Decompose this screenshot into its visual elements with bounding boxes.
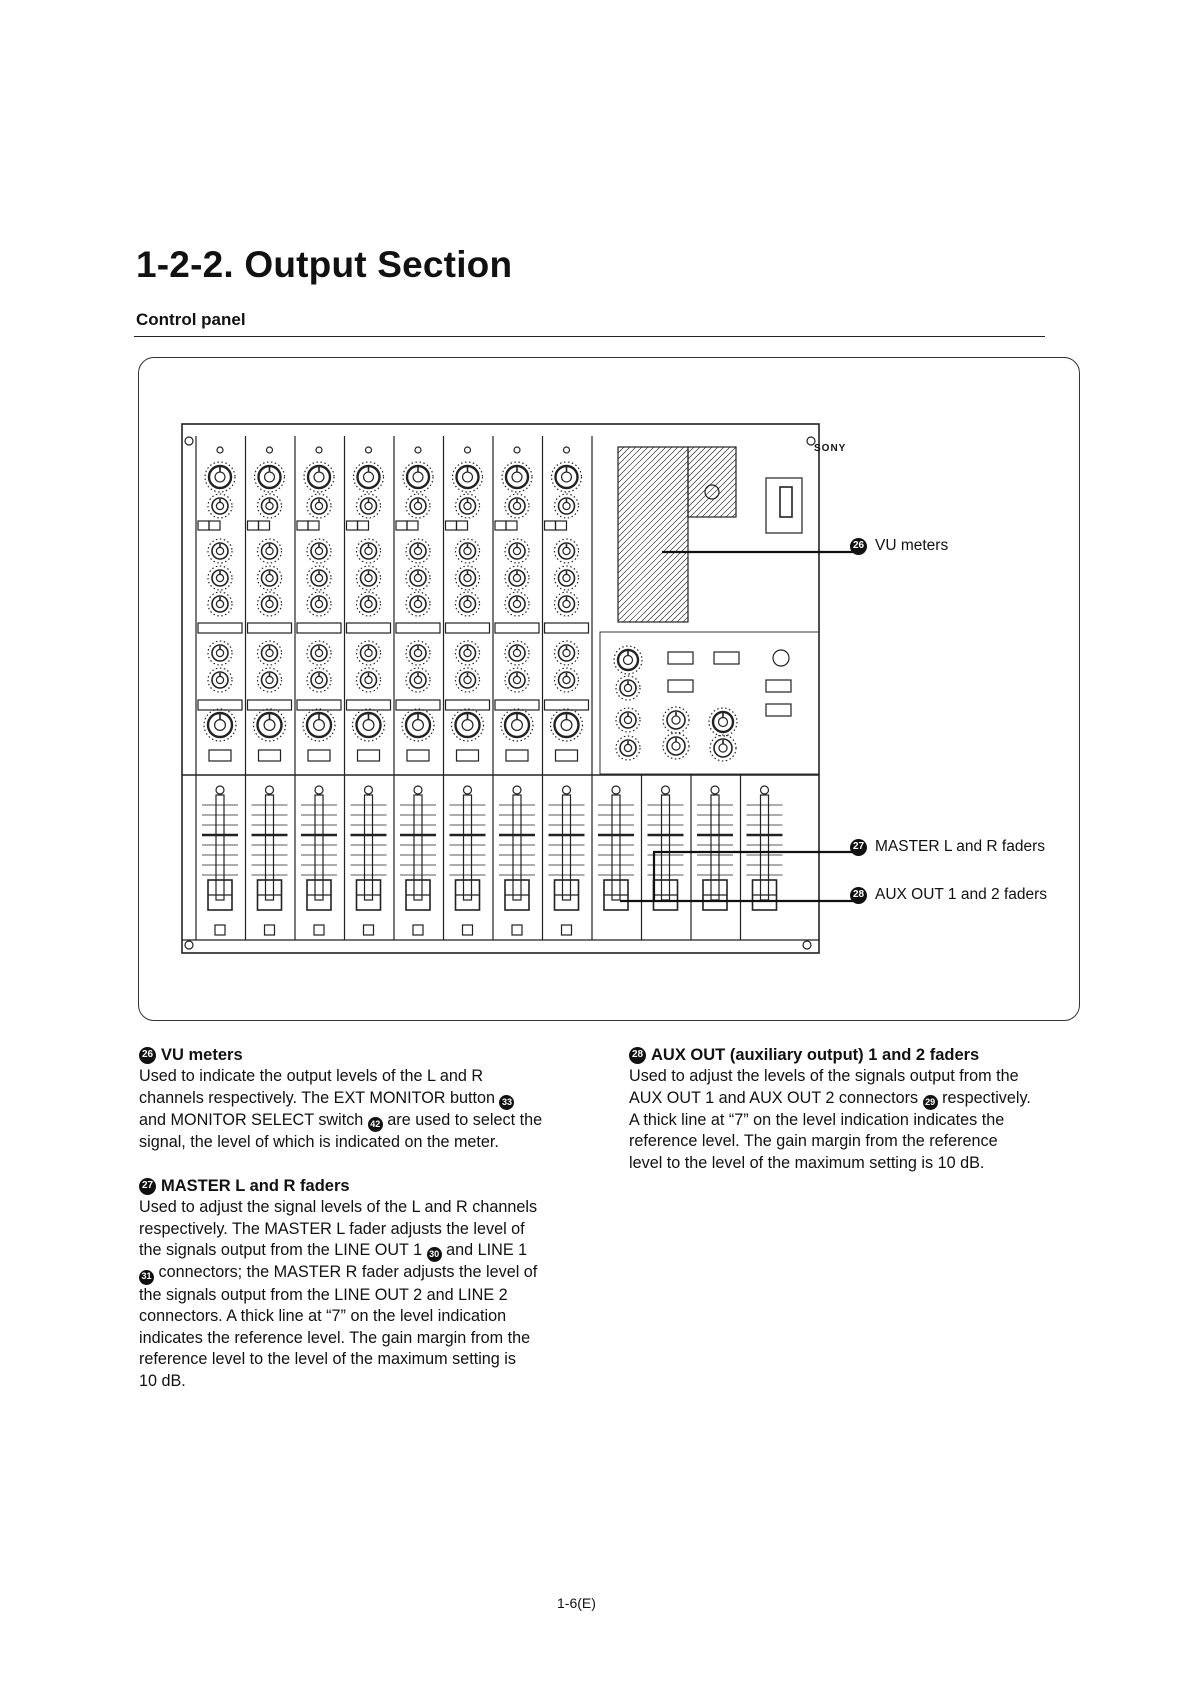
knob-cap [672, 742, 680, 750]
channel-button [407, 750, 429, 761]
hatch-line [618, 485, 688, 555]
knob-cap [266, 600, 273, 607]
hatch-line [726, 507, 736, 517]
knob-cap [414, 600, 421, 607]
knob-cap [216, 676, 223, 683]
ref-number: 29 [923, 1095, 938, 1110]
body-line: respectively. The MASTER L fader adjusts the level of [139, 1219, 525, 1238]
screw [803, 941, 811, 949]
knob-cap [624, 684, 631, 691]
knob-cap [513, 676, 520, 683]
ext-monitor-button [668, 652, 693, 664]
knob-cap [563, 649, 570, 656]
headphone-jack [773, 650, 789, 666]
knob-cap [216, 502, 223, 509]
hatch-line [688, 447, 730, 489]
switch-row [545, 623, 589, 633]
knob-cap [315, 600, 322, 607]
hatch-line [618, 479, 688, 549]
hatch-line [618, 545, 688, 615]
fader-screw [365, 786, 373, 794]
channel-button [209, 750, 231, 761]
switch [556, 521, 567, 530]
switch-row [198, 623, 242, 633]
switch-row [545, 700, 589, 710]
switch [396, 521, 407, 530]
knob-cap [266, 649, 273, 656]
switch [506, 521, 517, 530]
body-line: AUX OUT 1 and AUX OUT 2 connectors [629, 1088, 919, 1107]
fader-button [562, 925, 572, 935]
knob-cap [365, 676, 372, 683]
hatch-line [641, 575, 688, 622]
knob-cap [563, 547, 570, 554]
switch [248, 521, 259, 530]
channel-button [506, 750, 528, 761]
knob-cap [265, 472, 275, 482]
fader-button [364, 925, 374, 935]
hatch-line [629, 563, 688, 622]
hatch-line [688, 453, 736, 501]
switch-row [446, 700, 490, 710]
fader-screw [266, 786, 274, 794]
knob-cap [414, 649, 421, 656]
hatch-line [618, 461, 688, 531]
switch [198, 521, 209, 530]
fader-screw [711, 786, 719, 794]
monitor-button [714, 652, 739, 664]
body-line: the signals output from the LINE OUT 2 and LINE 2 [139, 1285, 508, 1304]
ref-number: 42 [368, 1117, 383, 1132]
hatch-line [618, 447, 648, 477]
switch [259, 521, 270, 530]
brand-logo: SONY [814, 443, 847, 454]
peak-led [217, 447, 223, 453]
knob-cap [314, 720, 325, 731]
knob-cap [414, 676, 421, 683]
knob-cap [464, 574, 471, 581]
body-line: connectors. A thick line at “7” on the level indication [139, 1307, 507, 1325]
hatch-line [618, 551, 688, 621]
knob-cap [512, 720, 523, 731]
hatch-line [618, 527, 688, 597]
section-body [629, 1066, 1089, 1174]
hatch-line [688, 447, 718, 477]
hatch-line [690, 471, 736, 517]
fader-screw [414, 786, 422, 794]
hatch-line [618, 449, 688, 519]
fader-screw [464, 786, 472, 794]
knob-cap [672, 716, 680, 724]
hatch-line [683, 617, 688, 622]
body-line: Used to indicate the output levels of the L and R [139, 1067, 484, 1085]
knob-cap [562, 472, 572, 482]
hatch-line [714, 495, 736, 517]
knob-cap [365, 574, 372, 581]
knob-cap [462, 720, 473, 731]
switch [209, 521, 220, 530]
body-line: reference level. The gain margin from the reference [629, 1132, 998, 1151]
fader-slot [563, 795, 571, 900]
knob-cap [719, 744, 727, 752]
knob-cap [464, 547, 471, 554]
switch-row [396, 623, 440, 633]
hatch-line [688, 465, 736, 513]
knob-cap [315, 547, 322, 554]
hatch-line [618, 447, 624, 453]
callout-aux-faders [850, 886, 1047, 904]
knob-cap [464, 676, 471, 683]
hatch-line [665, 599, 688, 622]
knob-cap [464, 502, 471, 509]
hatch-line [635, 569, 688, 622]
switch-row [347, 623, 391, 633]
knob-cap [315, 676, 322, 683]
knob-cap [363, 720, 374, 731]
knob-cap [315, 502, 322, 509]
knob-cap [513, 502, 520, 509]
ref-number: 33 [499, 1095, 514, 1110]
switch-row [297, 700, 341, 710]
hatch-line [677, 611, 688, 622]
switch [347, 521, 358, 530]
switch-row [248, 700, 292, 710]
body-line: respectively. [942, 1088, 1031, 1107]
body-line: and LINE 1 [446, 1241, 528, 1259]
knob-cap [266, 547, 273, 554]
section-body [139, 1066, 599, 1154]
switch [457, 521, 468, 530]
knob-cap [563, 502, 570, 509]
fader-button [215, 925, 225, 935]
fader-slot [315, 795, 323, 900]
hatch-line [688, 447, 712, 471]
hatch-line [688, 447, 700, 459]
section-heading-text: AUX OUT (auxiliary output) 1 and 2 faders [651, 1046, 980, 1064]
section-subtitle: Control panel [136, 310, 246, 329]
fader-button [512, 925, 522, 935]
screw [185, 437, 193, 445]
fader-screw [662, 786, 670, 794]
switch [446, 521, 457, 530]
fader-slot [414, 795, 422, 900]
section-heading-text: VU meters [161, 1046, 243, 1064]
section-number: 26 [139, 1047, 156, 1064]
fader-slot [216, 795, 224, 900]
body-line: level to the level of the maximum setting is 10 dB. [629, 1153, 985, 1172]
peak-led [316, 447, 322, 453]
hatch-line [618, 533, 688, 603]
fader-slot [662, 795, 670, 900]
fader-slot [711, 795, 719, 900]
hatch-line [618, 491, 688, 561]
section-heading [629, 1044, 1089, 1066]
knob-cap [414, 547, 421, 554]
hatch-line [618, 447, 654, 483]
switch-row [248, 623, 292, 633]
knob-cap [315, 649, 322, 656]
fader-slot [513, 795, 521, 900]
section-master-faders [139, 1175, 599, 1392]
body-line: and MONITOR SELECT switch [139, 1110, 364, 1129]
hatch-line [618, 503, 688, 573]
hatch-line [618, 521, 688, 591]
section-body [139, 1197, 599, 1392]
hatch-line [688, 447, 694, 453]
switch-row [495, 700, 539, 710]
callout-number: 28 [850, 887, 867, 904]
knob-cap [563, 676, 570, 683]
hatch-line [708, 489, 736, 517]
peak-led [564, 447, 570, 453]
knob-cap [413, 472, 423, 482]
knob-cap [624, 716, 631, 723]
hatch-line [618, 447, 666, 495]
channel-button [556, 750, 578, 761]
callout-label: AUX OUT 1 and 2 faders [875, 886, 1048, 903]
knob-cap [513, 574, 520, 581]
switch [407, 521, 418, 530]
knob-cap [216, 600, 223, 607]
hatch-line [659, 593, 688, 622]
knob-cap [364, 472, 374, 482]
switch [545, 521, 556, 530]
switch-row [347, 700, 391, 710]
knob-cap [563, 574, 570, 581]
ref-number: 31 [139, 1270, 154, 1285]
fader-screw [761, 786, 769, 794]
body-line: the signals output from the LINE OUT 1 [139, 1241, 423, 1259]
hatched-panel [618, 447, 688, 622]
knob-cap [512, 472, 522, 482]
switch-row [446, 623, 490, 633]
knob-cap [264, 720, 275, 731]
knob-cap [365, 547, 372, 554]
switch [358, 521, 369, 530]
knob-cap [315, 574, 322, 581]
knob-cap [216, 547, 223, 554]
body-line: signal, the level of which is indicated on the meter. [139, 1133, 499, 1151]
select-switch [766, 680, 791, 692]
switch [297, 521, 308, 530]
knob-cap [563, 600, 570, 607]
hatch-line [618, 447, 660, 489]
section-heading-text: MASTER L and R faders [161, 1177, 350, 1195]
switch [308, 521, 319, 530]
hatch-line [618, 447, 642, 471]
select-switch [766, 704, 791, 716]
ref-number: 30 [427, 1247, 442, 1262]
knob-cap [513, 649, 520, 656]
callout-vu-meters [850, 537, 948, 555]
hatch-line [618, 509, 688, 579]
knob-cap [365, 502, 372, 509]
hatch-line [618, 447, 630, 459]
page-number: 1-6(E) [557, 1595, 596, 1611]
knob-cap [365, 600, 372, 607]
section-heading [139, 1175, 599, 1197]
power-switch [780, 487, 792, 517]
callout-label: VU meters [875, 537, 949, 554]
section-number: 27 [139, 1178, 156, 1195]
knob-cap [719, 718, 728, 727]
knob-cap [365, 649, 372, 656]
fader-screw [216, 786, 224, 794]
switch-row [198, 700, 242, 710]
hatch-line [688, 447, 724, 483]
body-line: Used to adjust the levels of the signals output from the [629, 1067, 1019, 1085]
section-number: 28 [629, 1047, 646, 1064]
hatch-line [618, 447, 684, 513]
section-heading [139, 1044, 599, 1066]
knob-cap [216, 574, 223, 581]
channel-button [259, 750, 281, 761]
peak-led [366, 447, 372, 453]
fader-screw [513, 786, 521, 794]
fader-slot [761, 795, 769, 900]
knob-cap [266, 574, 273, 581]
fader-slot [464, 795, 472, 900]
leader-master-faders [654, 852, 855, 901]
knob-cap [215, 472, 225, 482]
fader-button [413, 925, 423, 935]
body-line: are used to select the [387, 1110, 543, 1129]
knob-cap [266, 676, 273, 683]
hatch-line [623, 557, 688, 622]
hatch-line [688, 447, 736, 495]
peak-led [267, 447, 273, 453]
hatch-line [618, 455, 688, 525]
section-vu-meters [139, 1044, 599, 1154]
fader-slot [365, 795, 373, 900]
hatch-line [618, 539, 688, 609]
monitor-select-switch [668, 680, 693, 692]
switch-row [396, 700, 440, 710]
body-line: Used to adjust the signal levels of the L and R channels [139, 1198, 538, 1216]
body-line: reference level to the level of the maximum setting is [139, 1350, 516, 1368]
screw [185, 941, 193, 949]
peak-led [415, 447, 421, 453]
knob-cap [266, 502, 273, 509]
hatch-line [688, 459, 736, 507]
fader-screw [612, 786, 620, 794]
callout-number: 27 [850, 839, 867, 856]
knob-cap [215, 720, 226, 731]
knob-cap [624, 744, 631, 751]
hatch-line [647, 581, 688, 622]
knob-cap [414, 502, 421, 509]
body-line: A thick line at “7” on the level indication indicates the [629, 1110, 1005, 1129]
fader-screw [315, 786, 323, 794]
knob-cap [413, 720, 424, 731]
monitor-knob [705, 485, 719, 499]
callout-label: MASTER L and R faders [875, 838, 1045, 855]
knob-cap [463, 472, 473, 482]
peak-led [465, 447, 471, 453]
knob-cap [561, 720, 572, 731]
fader-button [463, 925, 473, 935]
callout-master-faders [850, 838, 1045, 856]
fader-screw [563, 786, 571, 794]
hatch-line [618, 515, 688, 585]
switch-row [297, 623, 341, 633]
mixer-control-panel [182, 424, 819, 953]
fader-button [314, 925, 324, 935]
hatch-line [618, 497, 688, 567]
channel-button [308, 750, 330, 761]
channel-button [457, 750, 479, 761]
hatch-line [618, 447, 672, 501]
fader-slot [612, 795, 620, 900]
peak-led [514, 447, 520, 453]
channel-button [358, 750, 380, 761]
callout-number: 26 [850, 538, 867, 555]
switch-row [495, 623, 539, 633]
master-control-block [600, 632, 819, 774]
body-line: connectors; the MASTER R fader adjusts the level of [158, 1263, 538, 1282]
body-line: indicates the reference level. The gain margin from the [139, 1328, 531, 1347]
knob-cap [464, 600, 471, 607]
fader-button [265, 925, 275, 935]
knob-cap [624, 656, 633, 665]
knob-cap [513, 600, 520, 607]
knob-cap [513, 547, 520, 554]
hatch-line [618, 473, 688, 543]
switch [495, 521, 506, 530]
knob-cap [216, 649, 223, 656]
knob-cap [314, 472, 324, 482]
knob-cap [414, 574, 421, 581]
fader-slot [266, 795, 274, 900]
body-line: 10 dB. [139, 1371, 186, 1390]
section-aux-faders [629, 1044, 1089, 1174]
page-title: 1-2-2. Output Section [136, 244, 513, 285]
hatch-line [618, 467, 688, 537]
body-line: channels respectively. The EXT MONITOR button [139, 1088, 495, 1107]
knob-cap [464, 649, 471, 656]
